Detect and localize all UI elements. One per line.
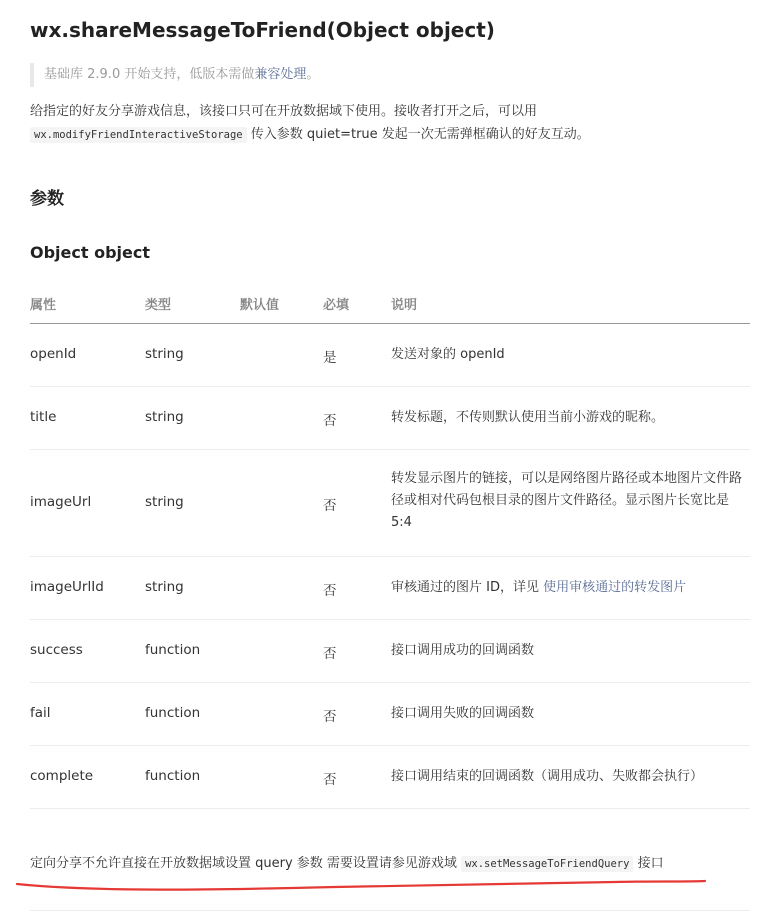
params-heading: 参数 bbox=[30, 189, 64, 209]
header-default: 默认值 bbox=[240, 298, 280, 313]
object-heading: Object object bbox=[30, 243, 151, 262]
cell-name: title bbox=[30, 409, 57, 425]
cell-desc: 转发显示图片的链接，可以是网络图片路径或本地图片文件路径或相对代码包根目录的图片文件路径。显示图片长宽比是 5:4 bbox=[391, 471, 743, 530]
description-part1: 给指定的好友分享游戏信息，该接口只可在开放数据域下使用。接收者打开之后，可以用 bbox=[30, 104, 538, 119]
cell-name: openId bbox=[30, 346, 77, 362]
cell-desc: 接口调用结束的回调函数（调用成功、失败都会执行） bbox=[391, 769, 704, 784]
cell-type: function bbox=[145, 768, 201, 784]
cell-desc: 接口调用失败的回调函数 bbox=[391, 706, 535, 721]
cell-desc: 转发标题，不传则默认使用当前小游戏的昵称。 bbox=[391, 410, 665, 425]
footer-part2: 接口 bbox=[637, 856, 664, 871]
params-table bbox=[30, 282, 750, 809]
cell-type: function bbox=[145, 705, 201, 721]
cell-name: fail bbox=[30, 705, 51, 721]
cell-name: complete bbox=[30, 768, 94, 784]
header-type: 类型 bbox=[145, 298, 172, 313]
approved-image-link[interactable]: 使用审核通过的转发图片 bbox=[543, 580, 687, 595]
table-row bbox=[30, 324, 750, 387]
cell-desc: 发送对象的 openId bbox=[391, 347, 505, 362]
cell-type: string bbox=[145, 494, 184, 510]
table-row bbox=[30, 387, 750, 450]
table-header bbox=[30, 282, 750, 324]
description-part2: 传入参数 quiet=true 发起一次无需弹框确认的好友互动。 bbox=[250, 127, 590, 142]
table-row bbox=[30, 557, 750, 620]
table-row bbox=[30, 450, 750, 557]
cell-required: 否 bbox=[323, 498, 337, 514]
compat-link[interactable]: 兼容处理 bbox=[254, 67, 307, 82]
header-required: 必填 bbox=[323, 298, 350, 313]
cell-desc: 接口调用成功的回调函数 bbox=[391, 643, 535, 658]
cell-desc bbox=[391, 577, 751, 599]
version-note bbox=[30, 63, 750, 87]
cell-required: 否 bbox=[323, 709, 337, 725]
description-code: wx.modifyFriendInteractiveStorage bbox=[30, 127, 247, 143]
cell-type: string bbox=[145, 579, 184, 595]
footer-code: wx.setMessageToFriendQuery bbox=[461, 856, 633, 872]
cell-type: string bbox=[145, 409, 184, 425]
page-title: wx.shareMessageToFriend(Object object) bbox=[30, 18, 495, 42]
cell-required: 否 bbox=[323, 583, 337, 599]
footer-note bbox=[30, 852, 664, 871]
cell-required: 是 bbox=[323, 350, 337, 366]
header-name: 属性 bbox=[30, 298, 57, 313]
version-note-text: 基础库 2.9.0 开始支持，低版本需做 bbox=[44, 67, 255, 82]
cell-type: function bbox=[145, 642, 201, 658]
header-desc: 说明 bbox=[391, 298, 418, 313]
cell-name: success bbox=[30, 642, 83, 658]
version-note-suffix: 。 bbox=[306, 67, 320, 82]
cell-required: 否 bbox=[323, 646, 337, 662]
cell-required: 否 bbox=[323, 413, 337, 429]
red-annotation-underline bbox=[15, 870, 715, 894]
api-description bbox=[30, 100, 750, 147]
cell-name: imageUrlId bbox=[30, 579, 104, 595]
cell-name: imageUrl bbox=[30, 494, 92, 510]
cell-required: 否 bbox=[323, 772, 337, 788]
cell-desc-text: 审核通过的图片 ID，详见 bbox=[391, 580, 544, 595]
footer-part1: 定向分享不允许直接在开放数据域设置 query 参数 需要设置请参见游戏域 bbox=[30, 856, 457, 871]
table-row bbox=[30, 620, 750, 683]
bottom-divider bbox=[30, 910, 750, 911]
table-row bbox=[30, 746, 750, 809]
cell-type: string bbox=[145, 346, 184, 362]
table-row bbox=[30, 683, 750, 746]
